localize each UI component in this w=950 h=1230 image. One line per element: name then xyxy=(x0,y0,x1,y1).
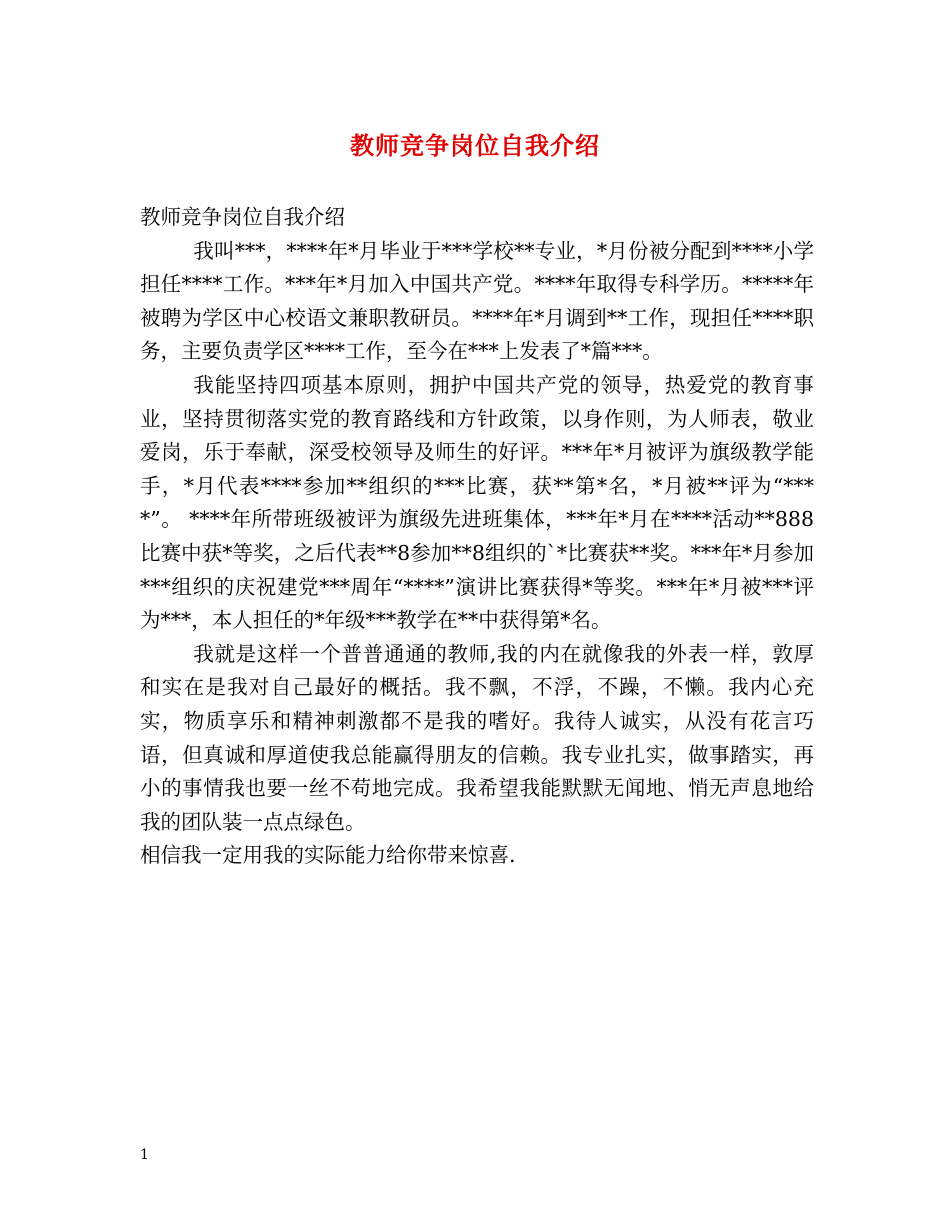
paragraph-closing: 相信我一定用我的实际能力给你带来惊喜. xyxy=(140,843,516,868)
document-body xyxy=(140,201,814,873)
paragraph-achievements: 我能坚持四项基本原则，拥护中国共产党的领导，热爱党的教育事业，坚持贯彻落实党的教育路线和方针政策，以身作则，为人师表，敬业爱岗，乐于奉献，深受校领导及师生的好评。***年*月被评为旗级教学能手，*月代表****参加**组织的***比赛，获**第*名，*月被**评为“****”。 ****年所带班级被评为旗级先进班集体，***年*月在****活动**888比赛中获*等奖，之后代表**8参加**8组织的`*比赛获**奖。***年*月参加***组织的庆祝建党***周年“****”演讲比赛获得*等奖。***年*月被***评为***，本人担任的*年级***教学在**中获得第*名。 xyxy=(140,372,814,633)
body-heading: 教师竞争岗位自我介绍 xyxy=(140,205,345,229)
paragraph-character: 我就是这样一个普普通通的教师,我的内在就像我的外表一样，敦厚和实在是我对自己最好的概括。我不飘，不浮，不躁，不懒。我内心充实，物质享乐和精神刺激都不是我的嗜好。我待人诚实，从没有花言巧语，但真诚和厚道使我总能赢得朋友的信赖。我专业扎实，做事踏实，再小的事情我也要一丝不苟地完成。我希望我能默默无闻地、悄无声息地给我的团队装一点点绿色。 xyxy=(140,641,814,834)
page-number: 1 xyxy=(140,1147,149,1163)
paragraph-introduction: 我叫***，****年*月毕业于***学校**专业，*月份被分配到****小学担任****工作。***年*月加入中国共产党。****年取得专科学历。*****年被聘为学区中心校语文兼职教研员。****年*月调到**工作，现担任****职务，主要负责学区****工作，至今在***上发表了*篇***。 xyxy=(140,238,814,364)
document-title: 教师竞争岗位自我介绍 xyxy=(350,131,600,160)
